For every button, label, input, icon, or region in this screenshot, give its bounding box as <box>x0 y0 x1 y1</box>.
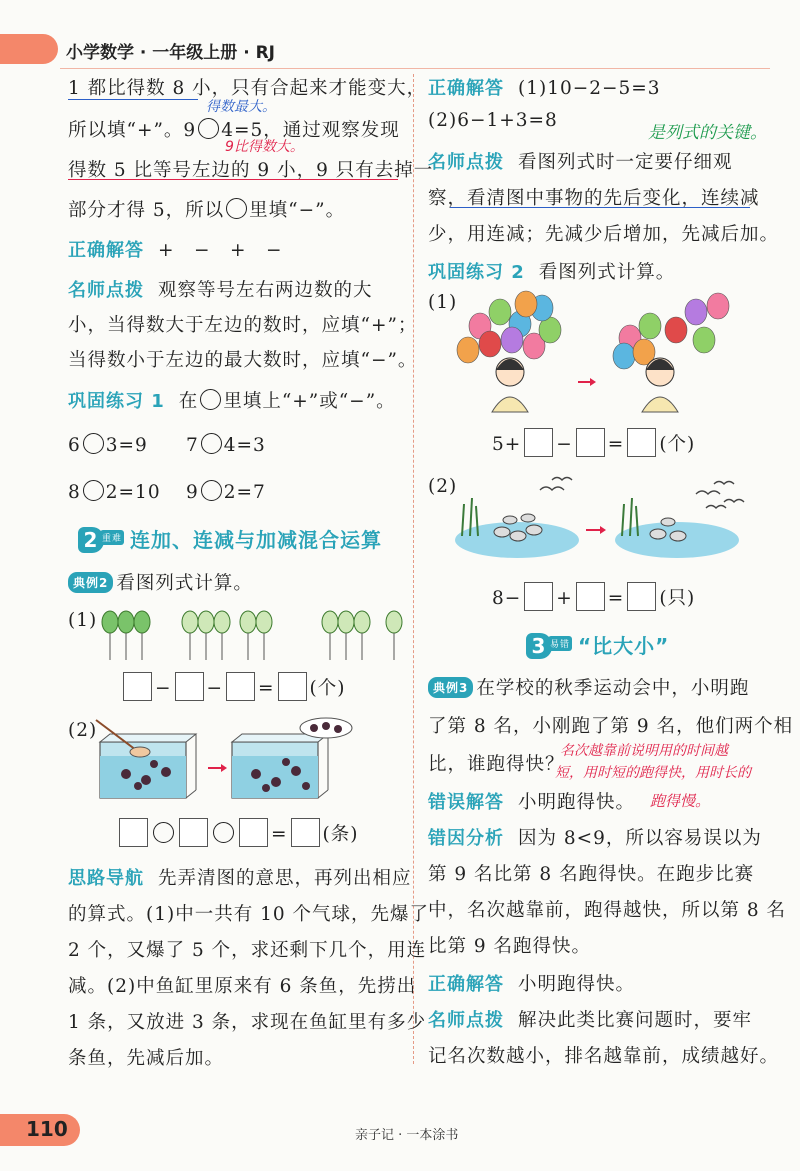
practice-question: 8 2=10 <box>68 482 161 503</box>
balloon-icon <box>693 327 715 353</box>
balloon-icon <box>685 299 707 325</box>
practice-1-heading: 巩固练习 1 在 里填上“+”或“−”。 <box>68 391 396 412</box>
error-analysis: 错因分析 因为 8<9，所以容易误以为 <box>428 828 762 849</box>
page-number: 110 <box>26 1117 68 1141</box>
answer-box[interactable] <box>179 818 208 847</box>
answer-box[interactable] <box>524 582 553 611</box>
text-line: 察，看清图中事物的先后变化，连续减 <box>428 188 760 209</box>
answer-box[interactable] <box>119 818 148 847</box>
handwritten-note: 是列式的关键。 <box>648 123 767 143</box>
balloon-icon <box>639 313 661 339</box>
book-title: 小学数学 · 一年级上册 · RJ <box>66 43 276 63</box>
part-label: (2) <box>68 720 98 741</box>
balloon-icon <box>182 611 198 633</box>
example-2-heading: 典例2 看图列式计算。 <box>68 569 253 595</box>
balloon-icon <box>102 611 118 633</box>
text-line: 1 条，又放进 3 条，求现在鱼缸里有多少 <box>68 1012 427 1033</box>
balloon-icon <box>214 611 230 633</box>
text-line: 了第 8 名，小刚跑了第 9 名，他们两个相 <box>428 716 794 737</box>
answer-box[interactable] <box>278 672 307 701</box>
practice-question: 6 3=9 <box>68 435 148 456</box>
text-line: 2 个，又爆了 5 个，求还剩下几个，用连 <box>68 940 427 961</box>
text-line: 部分才得 5，所以 里填“−”。 <box>68 200 346 221</box>
balloon-icon <box>457 337 479 363</box>
handwritten-note: 短，用时短的跑得快，用时长的 <box>555 765 751 781</box>
text-line: 减。(2)中鱼缸里原来有 6 条鱼，先捞出 <box>68 976 417 997</box>
answer-circle[interactable] <box>201 433 222 454</box>
text-line: 小，当得数大于左边的数时，应填“+”； <box>68 315 418 336</box>
fish-tank-picture <box>96 716 416 802</box>
answer-box[interactable] <box>627 582 656 611</box>
answer-box[interactable] <box>226 672 255 701</box>
balloon-icon <box>707 293 729 319</box>
text-line: 当得数小于左边的最大数时，应填“−”。 <box>68 350 418 371</box>
text-line: 比第 9 名跑得快。 <box>428 936 592 957</box>
text-line: 1 都比得数 8 小，只有合起来才能变大， <box>68 78 427 99</box>
equation-1: − − = (个) <box>120 672 345 701</box>
balloon-icon <box>386 611 402 633</box>
example-3-heading: 典例3 在学校的秋季运动会中，小明跑 <box>428 674 749 700</box>
section-2-heading: 2 重难 连加、连减与加减混合运算 <box>78 524 382 553</box>
answer-circle[interactable] <box>153 822 174 843</box>
answer-box[interactable] <box>175 672 204 701</box>
section-3-heading: 3 易错 “比大小” <box>526 630 669 659</box>
answer-circle <box>200 389 221 410</box>
answer-box[interactable] <box>627 428 656 457</box>
practice-equation-1: 5+ − = (个) <box>492 428 695 457</box>
answer-box[interactable] <box>576 582 605 611</box>
teacher-tip-2: 名师点拨 看图列式时一定要仔细观 <box>428 152 733 173</box>
practice-2-heading: 巩固练习 2 看图列式计算。 <box>428 262 676 283</box>
equation-2: = (条) <box>116 818 358 847</box>
wrong-answer: 错误解答 小明跑得快。 <box>428 792 636 813</box>
balloon-icon <box>515 291 537 317</box>
text-line: 第 9 名比第 8 名跑得快。在跑步比赛 <box>428 864 755 885</box>
text-line: 条鱼，先减后加。 <box>68 1048 225 1069</box>
answer-circle <box>226 198 247 219</box>
balloon-icon <box>479 331 501 357</box>
text-line: 比，谁跑得快？ <box>428 754 565 775</box>
correct-answer-3: 正确解答 小明跑得快。 <box>428 974 636 995</box>
girl-balloons-picture <box>450 290 750 414</box>
balloon-icon <box>613 343 635 369</box>
answer-circle[interactable] <box>201 480 222 501</box>
answer-circle <box>198 118 219 139</box>
balloon-icon <box>338 611 354 633</box>
balloon-icon <box>322 611 338 633</box>
answer-box[interactable] <box>576 428 605 457</box>
text-line: 的算式。(1)中一共有 10 个气球，先爆了 <box>68 904 430 925</box>
answer-box[interactable] <box>123 672 152 701</box>
text-line: 中，名次越靠前，跑得越快，所以第 8 名 <box>428 900 787 921</box>
balloon-icon <box>118 611 134 633</box>
handwritten-underline <box>68 99 198 100</box>
text-line: 少，用连减；先减少后增加，先减后加。 <box>428 224 780 245</box>
answer-box[interactable] <box>291 818 320 847</box>
part-label: (1) <box>68 610 98 631</box>
balloon-icon <box>198 611 214 633</box>
header-accent-bar <box>0 34 58 64</box>
answer-circle[interactable] <box>83 433 104 454</box>
practice-equation-2: 8− + = (只) <box>492 582 695 611</box>
solution-guide: 思路导航 先弄清图的意思，再列出相应 <box>68 868 412 889</box>
balloon-icon <box>134 611 150 633</box>
balloon-icon <box>354 611 370 633</box>
answer-circle[interactable] <box>213 822 234 843</box>
text-line: 所以填“+”。9 4=5，通过观察发现 <box>68 120 400 141</box>
balloon-icon <box>489 299 511 325</box>
part-label: (1) <box>428 292 458 313</box>
practice-question: 9 2=7 <box>186 482 266 503</box>
balloon-icon <box>501 327 523 353</box>
correct-answer-2: 正确解答 (1)10−2−5=3 <box>428 78 661 99</box>
handwritten-underline <box>68 179 398 180</box>
handwritten-note: 跑得慢。 <box>650 792 711 810</box>
handwritten-underline <box>450 207 750 208</box>
text-line: (2)6−1+3=8 <box>428 110 558 131</box>
balloon-icon <box>240 611 256 633</box>
header-rule <box>60 68 770 69</box>
answer-circle[interactable] <box>83 480 104 501</box>
handwritten-note: 得数最大。 <box>206 99 276 115</box>
footer-brand: 亲子记 · 一本涂书 <box>355 1128 459 1143</box>
handwritten-note: 9比得数大。 <box>225 139 304 155</box>
text-line: 记名次数越小，排名越靠前，成绩越好。 <box>428 1046 780 1067</box>
practice-question: 7 4=3 <box>186 435 266 456</box>
handwritten-note: 名次越靠前说明用的时间越 <box>560 743 728 759</box>
balloon-icon <box>256 611 272 633</box>
balloon-picture <box>98 608 408 668</box>
birds-lake-picture <box>452 476 752 562</box>
correct-answer-1: 正确解答 + − + − <box>68 240 283 261</box>
teacher-tip-3: 名师点拨 解决此类比赛问题时，要牢 <box>428 1010 753 1031</box>
balloon-icon <box>665 317 687 343</box>
teacher-tip-1: 名师点拨 观察等号左右两边数的大 <box>68 280 373 301</box>
answer-box[interactable] <box>239 818 268 847</box>
text-line: 得数 5 比等号左边的 9 小，9 只有去掉一 <box>68 160 434 181</box>
answer-box[interactable] <box>524 428 553 457</box>
part-label: (2) <box>428 476 458 497</box>
